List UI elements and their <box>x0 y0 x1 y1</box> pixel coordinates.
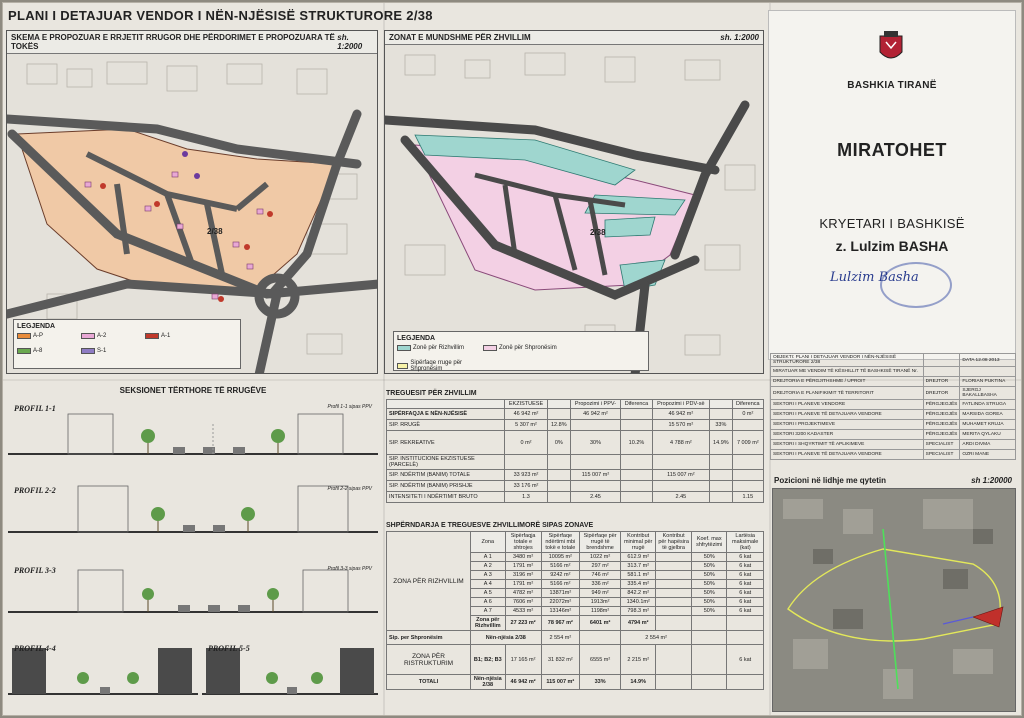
profile-4-4 <box>8 640 198 708</box>
table-row: SIP. RRUGË 5 307 m² 12.8% 15 570 m² 33% <box>387 420 764 431</box>
table-row: SEKTORI I PLANEVE TË DETAJUARA VENDORE PËRGJEGJËS MARSIDA GOREA <box>771 410 1016 420</box>
profile-1-1 <box>8 400 378 468</box>
legend-items <box>397 345 645 374</box>
development-zones-panel <box>384 30 764 374</box>
panel-scale: sh. 1:2000 <box>337 33 363 51</box>
legend-item: Zonë për Shpronësim <box>483 345 563 351</box>
zone-label: 2/38 <box>207 227 223 236</box>
tirana-coat-of-arms-icon <box>878 30 904 64</box>
legend-title: LEGJENDA <box>17 323 56 330</box>
legend-title: LEGJENDA <box>397 335 436 342</box>
development-indicators <box>386 390 764 503</box>
table-row: SIP. NDËRTIM (BANIM) PRISHJE 33 176 m² <box>387 481 764 492</box>
legend-item: Zonë për Rizhvillim <box>397 345 477 351</box>
table-total-row: Zona për Rizhvillim 27 223 m² 78 967 m² 6401 m² 4794 m² <box>387 616 764 631</box>
profile-label: PROFIL 5-5 <box>208 644 250 653</box>
profile-ref: Profil 3-3 sipas PPV <box>327 566 372 572</box>
table-row: SIP. INSTITUCIONE EKZISTUESE (PARCELË) <box>387 455 764 470</box>
proposed-road-network-panel <box>6 30 378 374</box>
panel-scale: sh. 1:2000 <box>720 33 759 42</box>
sections-title: SEKSIONET TËRTHORE TË RRUGËVE <box>119 386 267 395</box>
table-header-row: EKZISTUESE Propozimi i PPV- Diferenca Propozimi i PDV-së Diferenca <box>387 400 764 409</box>
table-row: A 6 7606 m² 22072m² 1913m² 1340.1m² 50% 6 kat <box>387 598 764 607</box>
profile-3-3 <box>8 562 378 630</box>
profile-label: PROFIL 4-4 <box>14 644 56 653</box>
table-row: SIP. NDËRTIM (BANIM) TOTALE 33 923 m² 115 007 m² 115 007 m² <box>387 470 764 481</box>
profile-label: PROFIL 3-3 <box>14 566 56 575</box>
panel-title: ZONAT E MUNDSHME PËR ZHVILLIM <box>389 33 531 42</box>
table-row: A 2 1791 m² 5166 m² 297 m² 313.7 m² 50% 6 kat <box>387 562 764 571</box>
profile-label: PROFIL 1-1 <box>14 404 56 413</box>
table-row: SIPËRFAQJA E NËN-NJËSISË 46 942 m² 46 942 m² 46 942 m² 0 m² <box>387 409 764 420</box>
section-drawing <box>8 562 378 630</box>
profile-ref: Profil 1-1 sipas PPV <box>327 404 372 410</box>
table-row: Sip. per Shpronësim Nën-njësia 2/38 2 554 m² 2 554 m² <box>387 631 764 645</box>
indicators-table <box>386 399 764 503</box>
legend-right <box>393 331 649 371</box>
table-row: SEKTORI I PLANEVE TË DETAJUARA VENDORE SPECIALIST OZRI MANE <box>771 450 1016 460</box>
legend-item: A-P <box>17 333 75 339</box>
table-row: SIP. REKREATIVE 0 m² 0% 30% 10.2% 4 788 m² 14.9% 7 009 m² <box>387 431 764 455</box>
legend-item: A-1 <box>145 333 203 339</box>
profile-5-5 <box>202 640 378 708</box>
main-title: PLANI I DETAJUAR VENDOR I NËN-NJËSISË STRUKTURORE 2/38 <box>8 8 433 23</box>
table-row: DREJTORIA E PËRGJITHSHME / UPROIT DREJTOR FLORIAN PUKTINA <box>771 377 1016 387</box>
municipality-name: BASHKIA TIRANË <box>847 80 937 91</box>
position-title: Pozicioni në lidhje me qytetin <box>774 476 887 485</box>
official-seal <box>880 262 952 308</box>
panel-header <box>7 31 377 54</box>
legend-item: A-2 <box>81 333 139 339</box>
mayor-name: z. Lulzim BASHA <box>835 238 949 254</box>
position-header <box>770 476 1016 485</box>
section-drawing <box>8 482 378 550</box>
table-total-row: TOTALI Nën-njësia 2/38 46 942 m² 115 007 m² 33% 14.9% <box>387 675 764 690</box>
table-row: A 7 4533 m² 13146m² 1198m² 798.3 m² 50% 6 kat <box>387 607 764 616</box>
aerial-location-map <box>772 488 1016 712</box>
table-row: SEKTORI I PLANEVE VENDORE PËRGJEGJËS FATLINDA STRUGA <box>771 400 1016 410</box>
panel-title: SKEMA E PROPOZUAR E RRJETIT RRUGOR DHE PËRDORIMET E PROPOZUARA TË TOKËS <box>11 33 335 51</box>
distribution-title: SHPËRNDARJA E TREGUESVE ZHVILLIMORË SIPAS ZONAVE <box>386 522 594 529</box>
panel-header <box>385 31 763 45</box>
zone-distribution <box>386 522 764 690</box>
profile-2-2 <box>8 482 378 550</box>
legend-left <box>13 319 241 369</box>
table-row: SEKTORI I PROJEKTIMEVE PËRGJEGJËS MUHAMET KRUJA <box>771 420 1016 430</box>
zone-label: 2/38 <box>590 228 606 237</box>
mayor-signature: Lulzim Basha <box>830 270 919 285</box>
distribution-table <box>386 531 764 690</box>
legend-item: Sipërfaqe rruge për Shpronësim <box>397 360 477 372</box>
aerial-image <box>773 489 1016 712</box>
table-row: MIRATUAR ME VENDIM TË KËSHILLIT TË BASHKISË TIRANË Nr. <box>771 367 1016 377</box>
approval-heading: MIRATOHET <box>837 140 947 160</box>
table-row: ZONA PËR RISTRUKTURIM B1; B2; B3 17 165 m² 31 832 m² 6555 m² 2 215 m² 6 kat <box>387 645 764 675</box>
legend-item: A-8 <box>17 348 75 354</box>
table-row: A 1 3480 m² 10095 m² 1022 m² 612.9 m² 50% 6 kat <box>387 553 764 562</box>
legend-items <box>17 333 237 357</box>
table-row: A 4 1791 m² 5166 m² 336 m² 335.4 m² 50% 6 kat <box>387 580 764 589</box>
table-row: A 5 4782 m² 13871m² 949 m² 842.2 m² 50% 6 kat <box>387 589 764 598</box>
profile-label: PROFIL 2-2 <box>14 486 56 495</box>
table-row: SEKTORI 3200 KADASTER PËRGJEGJËS MERITA QYLAKU <box>771 430 1016 440</box>
table-row: DREJTORIA E PLANIFIKIMIT TË TERRITORIT DREJTOR SJERGJ BAKALLBASHA <box>771 387 1016 400</box>
zone-label: ZONA PËR RIZHVILLIM <box>387 532 471 631</box>
table-header-row: ZONA PËR RIZHVILLIM Zona Sipërfaqja totale e shtrojes Sipërfaqe ndërtimi mbi tokë e totale Sipërfaqe për rrugë të brendshme Kontribut minimal për rrugë Kontribut për hapësira të gjelbra Koef. max shfrytëzimi Lartësia maksimale (kat) <box>387 532 764 553</box>
position-scale: sh 1:20000 <box>971 476 1012 485</box>
table-row: A 3 3196 m² 9242 m² 746 m² 581.1 m² 50% 6 kat <box>387 571 764 580</box>
mayor-title: KRYETARI I BASHKISË <box>819 216 965 231</box>
legend-item: S-1 <box>81 348 139 354</box>
indicators-title: TREGUESIT PËR ZHVILLIM <box>386 390 477 397</box>
table-row: INTENSITETI I NDËRTIMIT BRUTO 1.3 2.45 2.45 1.15 <box>387 492 764 503</box>
profile-ref: Profil 2-2 sipas PPV <box>327 486 372 492</box>
development-zones-map <box>385 45 764 374</box>
signature-table <box>770 353 1016 460</box>
table-row: OBJEKTI: PLANI I DETAJUAR VENDOR I NËN-NJËSISË STRUKTURORE 2/38 DATA 12.08 2013 <box>771 354 1016 367</box>
section-drawing <box>8 400 378 468</box>
table-row: SEKTORI I SHQYRTIMIT TË APLIKIMEVE SPECIALIST ARDI DIVMA <box>771 440 1016 450</box>
